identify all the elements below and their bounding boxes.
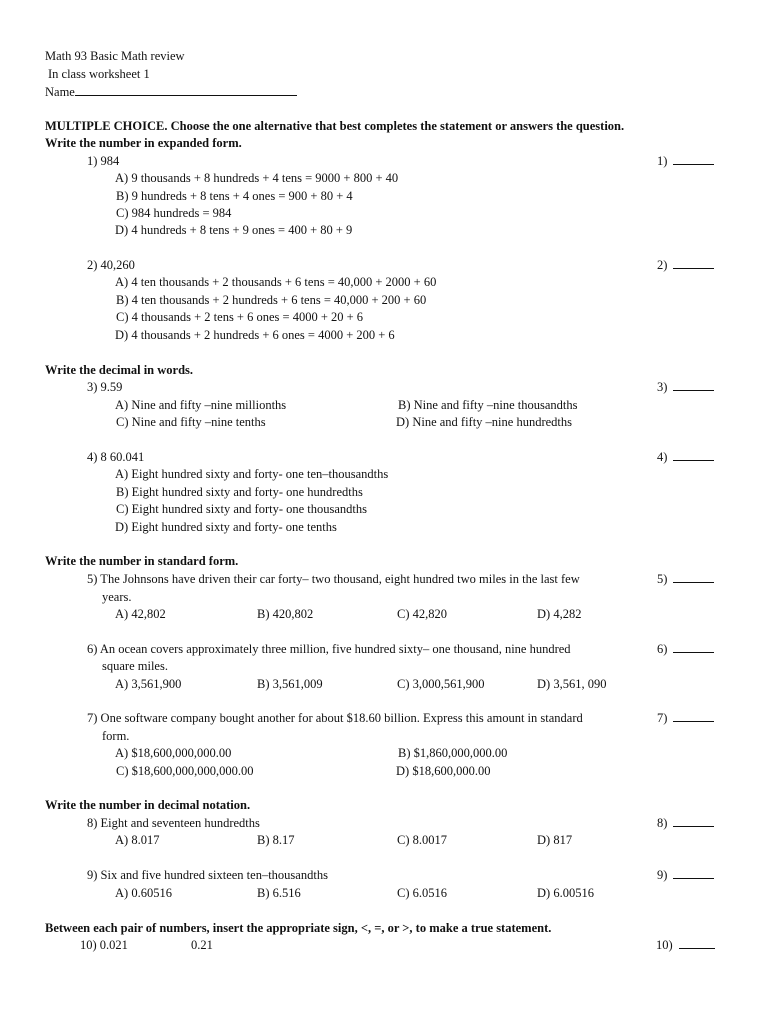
- question-6-option-d[interactable]: D) 3,561, 090: [537, 677, 607, 691]
- question-2-stem: 2) 40,260: [87, 258, 135, 272]
- question-5-option-b[interactable]: B) 420,802: [257, 607, 314, 621]
- section-decimal-notation: Write the number in decimal notation.: [45, 798, 251, 812]
- question-1-option-c[interactable]: C) 984 hundreds = 984: [116, 206, 232, 220]
- question-7-stem-line-1: 7) One software company bought another for about $18.60 billion. Express this amount in standard: [87, 711, 583, 725]
- question-4-stem: 4) 8 60.041: [87, 450, 145, 464]
- question-5-option-a[interactable]: A) 42,802: [115, 607, 166, 621]
- question-9-stem: 9) Six and five hundred sixteen ten–thousandths: [87, 868, 328, 882]
- question-3-stem: 3) 9.59: [87, 380, 123, 394]
- question-4-option-d[interactable]: D) Eight hundred sixty and forty- one tenths: [115, 520, 337, 534]
- question-5-stem-line-2: years.: [102, 590, 132, 604]
- section-expanded-form: Write the number in expanded form.: [45, 136, 242, 150]
- answer-number: 7): [657, 711, 668, 725]
- question-2-option-b[interactable]: B) 4 ten thousands + 2 hundreds + 6 tens = 40,000 + 200 + 60: [116, 293, 427, 307]
- question-6-stem-line-1: 6) An ocean covers approximately three million, five hundred sixty– one thousand, nine hundred: [87, 642, 571, 656]
- question-10-second-number: 0.21: [191, 938, 213, 952]
- question-10-first-number: 10) 0.021: [80, 938, 128, 952]
- question-2-option-a[interactable]: A) 4 ten thousands + 2 thousands + 6 tens = 40,000 + 2000 + 60: [115, 275, 437, 289]
- answer-number: 8): [657, 816, 668, 830]
- answer-blank-7[interactable]: [657, 710, 714, 726]
- question-2-option-c[interactable]: C) 4 thousands + 2 tens + 6 ones = 4000 + 20 + 6: [116, 310, 364, 324]
- header-worksheet: In class worksheet 1: [48, 67, 150, 81]
- question-8-option-a[interactable]: A) 8.017: [115, 833, 160, 847]
- section-standard-form: Write the number in standard form.: [45, 554, 239, 568]
- question-6-option-c[interactable]: C) 3,000,561,900: [397, 677, 485, 691]
- question-3-option-b[interactable]: B) Nine and fifty –nine thousandths: [398, 398, 578, 412]
- question-1-option-d[interactable]: D) 4 hundreds + 8 tens + 9 ones = 400 + 80 + 9: [115, 223, 353, 237]
- question-3-option-c[interactable]: C) Nine and fifty –nine tenths: [116, 415, 266, 429]
- answer-number: 9): [657, 868, 668, 882]
- name-label: Name: [45, 85, 75, 99]
- question-5-stem-line-1: 5) The Johnsons have driven their car forty– two thousand, eight hundred two miles in the last few: [87, 572, 580, 586]
- question-2-option-d[interactable]: D) 4 thousands + 2 hundreds + 6 ones = 4000 + 200 + 6: [115, 328, 395, 342]
- question-7-option-a[interactable]: A) $18,600,000,000.00: [115, 746, 232, 760]
- question-8-option-b[interactable]: B) 8.17: [257, 833, 295, 847]
- question-9-option-b[interactable]: B) 6.516: [257, 886, 301, 900]
- question-9-option-d[interactable]: D) 6.00516: [537, 886, 594, 900]
- section-decimal-words: Write the decimal in words.: [45, 363, 194, 377]
- question-4-option-c[interactable]: C) Eight hundred sixty and forty- one thousandths: [116, 502, 368, 516]
- header-course: Math 93 Basic Math review: [45, 49, 185, 63]
- answer-blank-8[interactable]: [657, 815, 714, 831]
- answer-number: 10): [656, 938, 673, 952]
- question-9-option-a[interactable]: A) 0.60516: [115, 886, 172, 900]
- question-9-option-c[interactable]: C) 6.0516: [397, 886, 447, 900]
- question-3-option-a[interactable]: A) Nine and fifty –nine millionths: [115, 398, 287, 412]
- answer-number: 3): [657, 380, 668, 394]
- name-blank: [75, 84, 297, 96]
- section-compare: Between each pair of numbers, insert the appropriate sign, <, =, or >, to make a true statement.: [45, 921, 552, 935]
- question-7-stem-line-2: form.: [102, 729, 130, 743]
- name-field[interactable]: [45, 84, 297, 100]
- question-3-option-d[interactable]: D) Nine and fifty –nine hundredths: [396, 415, 573, 429]
- answer-blank-10[interactable]: [656, 937, 715, 953]
- question-4-option-a[interactable]: A) Eight hundred sixty and forty- one ten–thousandths: [115, 467, 389, 481]
- question-8-option-c[interactable]: C) 8.0017: [397, 833, 447, 847]
- answer-blank-6[interactable]: [657, 641, 714, 657]
- answer-blank-1[interactable]: [657, 153, 714, 169]
- answer-number: 6): [657, 642, 668, 656]
- question-7-option-c[interactable]: C) $18,600,000,000,000.00: [116, 764, 254, 778]
- question-1-option-b[interactable]: B) 9 hundreds + 8 tens + 4 ones = 900 + 80 + 4: [116, 189, 353, 203]
- question-7-option-b[interactable]: B) $1,860,000,000.00: [398, 746, 508, 760]
- answer-blank-5[interactable]: [657, 571, 714, 587]
- question-5-option-c[interactable]: C) 42,820: [397, 607, 447, 621]
- answer-blank-4[interactable]: [657, 449, 714, 465]
- question-8-option-d[interactable]: D) 817: [537, 833, 573, 847]
- answer-number: 1): [657, 154, 668, 168]
- question-1-option-a[interactable]: A) 9 thousands + 8 hundreds + 4 tens = 9000 + 800 + 40: [115, 171, 399, 185]
- question-1-stem: 1) 984: [87, 154, 120, 168]
- question-4-option-b[interactable]: B) Eight hundred sixty and forty- one hundredths: [116, 485, 363, 499]
- question-7-option-d[interactable]: D) $18,600,000.00: [396, 764, 491, 778]
- answer-number: 4): [657, 450, 668, 464]
- answer-number: 2): [657, 258, 668, 272]
- question-8-stem: 8) Eight and seventeen hundredths: [87, 816, 260, 830]
- question-6-option-b[interactable]: B) 3,561,009: [257, 677, 323, 691]
- question-6-option-a[interactable]: A) 3,561,900: [115, 677, 182, 691]
- question-6-stem-line-2: square miles.: [102, 659, 168, 673]
- question-5-option-d[interactable]: D) 4,282: [537, 607, 582, 621]
- answer-blank-9[interactable]: [657, 867, 714, 883]
- answer-number: 5): [657, 572, 668, 586]
- answer-blank-2[interactable]: [657, 257, 714, 273]
- answer-blank-3[interactable]: [657, 379, 714, 395]
- mc-instructions: MULTIPLE CHOICE. Choose the one alternative that best completes the statement or answers the question.: [45, 119, 625, 133]
